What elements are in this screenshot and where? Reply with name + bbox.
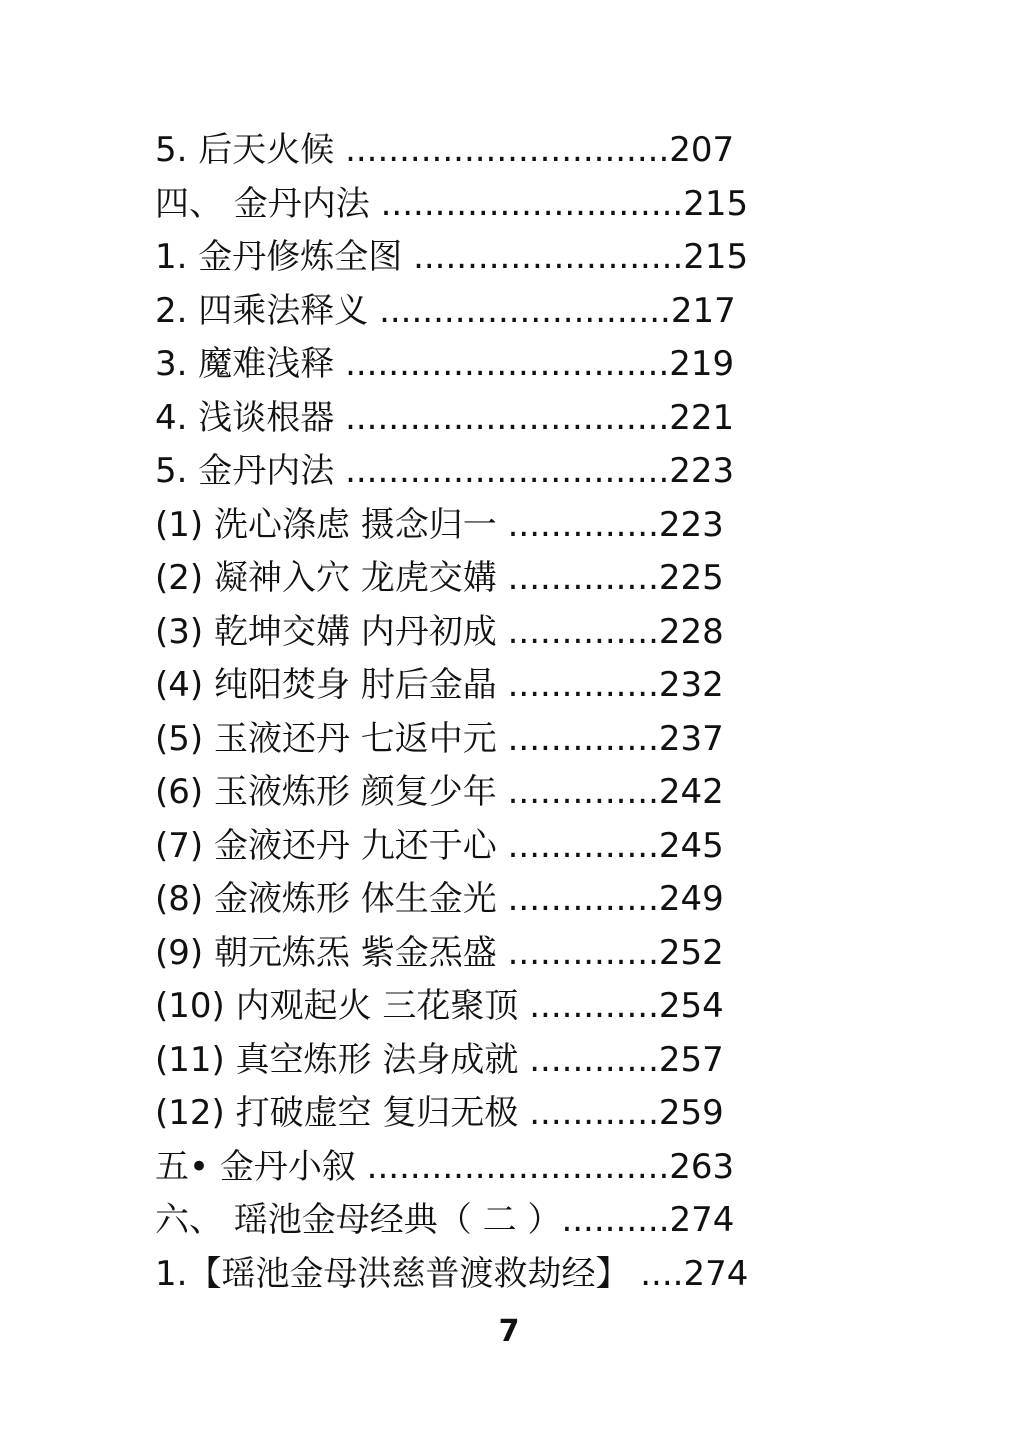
toc-entry-title: 五• 金丹小叙 [155, 1146, 367, 1187]
toc-entry-page: 242 [658, 772, 724, 812]
toc-entry-leader: .............. [507, 825, 659, 866]
toc-entry[interactable] [155, 1194, 815, 1248]
toc-entry-title: 5. 金丹内法 [155, 451, 346, 491]
toc-entry-title: (6) 玉液炼形 颜复少年 [155, 772, 508, 812]
toc-entry-leader: .............. [507, 879, 659, 919]
toc-entry-page: 228 [658, 611, 724, 652]
toc-entry-title: (11) 真空炼形 法身成就 [155, 1039, 530, 1080]
toc-entry[interactable] [155, 338, 815, 392]
toc-entry-leader: ............ [529, 1093, 659, 1133]
toc-entry-leader: .............. [507, 558, 659, 598]
toc-entry-page: 217 [670, 290, 736, 331]
toc-entry[interactable] [155, 178, 815, 232]
toc-entry-page: 274 [683, 1253, 749, 1294]
toc-entry-title: (7) 金液还丹 九还于心 [155, 825, 508, 866]
toc-entry-title: 2. 四乘法释义 [155, 290, 380, 331]
toc-entry-title: (3) 乾坤交媾 内丹初成 [155, 611, 508, 652]
toc-entry[interactable] [155, 980, 815, 1034]
toc-entry-title: 4. 浅谈根器 [155, 397, 346, 438]
toc-entry-page: 215 [683, 237, 749, 277]
toc-entry[interactable] [155, 1087, 815, 1141]
toc-entry-leader: .......... [561, 1200, 670, 1240]
page-number: 7 [498, 1314, 520, 1349]
toc-entry-leader: ............................ [366, 1146, 670, 1187]
table-of-contents [155, 124, 815, 1301]
toc-entry-page: 232 [658, 665, 724, 705]
toc-entry[interactable] [155, 552, 815, 606]
toc-entry[interactable] [155, 231, 815, 285]
toc-entry-title: (9) 朝元炼炁 紫金炁盛 [155, 932, 508, 973]
toc-entry-page: 215 [683, 183, 749, 224]
toc-entry[interactable] [155, 1141, 815, 1195]
toc-entry-page: 237 [658, 718, 724, 759]
toc-entry-page: 254 [658, 986, 724, 1026]
toc-entry-leader: .............................. [345, 130, 670, 170]
toc-entry-title: 3. 魔难浅释 [155, 344, 346, 384]
toc-entry-page: 219 [669, 344, 735, 384]
toc-entry-title: 1. 金丹修炼全图 [155, 237, 414, 277]
toc-entry-page: 259 [658, 1093, 724, 1133]
toc-entry-leader: .............. [507, 932, 659, 973]
toc-entry[interactable] [155, 392, 815, 446]
toc-entry-title: 四、 金丹内法 [155, 183, 381, 224]
toc-entry-title: (5) 玉液还丹 七返中元 [155, 718, 508, 759]
toc-entry[interactable] [155, 820, 815, 874]
toc-entry-title: 六、 瑶池金母经典（ 二 ） [155, 1200, 562, 1240]
toc-entry-title: (12) 打破虚空 复归无极 [155, 1093, 530, 1133]
toc-entry-page: 223 [669, 451, 735, 491]
toc-entry-page: 221 [669, 397, 735, 438]
toc-entry-leader: ......................... [413, 237, 684, 277]
toc-entry-leader: ............ [529, 986, 659, 1026]
toc-entry-title: (10) 内观起火 三花聚顶 [155, 986, 530, 1026]
toc-entry-leader: .............................. [345, 451, 670, 491]
toc-entry[interactable] [155, 766, 815, 820]
toc-entry-leader: ............ [529, 1039, 659, 1080]
toc-entry[interactable] [155, 1034, 815, 1088]
toc-entry[interactable] [155, 499, 815, 553]
toc-entry-page: 263 [669, 1146, 735, 1187]
toc-entry-title: 1.【瑶池金母洪慈普渡救劫经】 [155, 1253, 641, 1294]
toc-entry-leader: .............................. [345, 344, 670, 384]
toc-entry[interactable] [155, 659, 815, 713]
toc-entry[interactable] [155, 124, 815, 178]
toc-entry-leader: .............. [507, 665, 659, 705]
toc-entry-title: (4) 纯阳焚身 肘后金晶 [155, 665, 508, 705]
toc-entry[interactable] [155, 445, 815, 499]
toc-entry-title: (2) 凝神入穴 龙虎交媾 [155, 558, 508, 598]
toc-entry-title: 5. 后天火候 [155, 130, 346, 170]
toc-entry-leader: .............. [507, 504, 659, 545]
toc-entry-leader: .............. [507, 611, 659, 652]
toc-entry[interactable] [155, 1248, 815, 1302]
toc-entry[interactable] [155, 713, 815, 767]
toc-entry-leader: .... [640, 1253, 684, 1294]
toc-entry[interactable] [155, 606, 815, 660]
toc-entry[interactable] [155, 873, 815, 927]
toc-entry-page: 245 [658, 825, 724, 866]
toc-entry-leader: ............................ [380, 183, 684, 224]
toc-entry-page: 225 [658, 558, 724, 598]
toc-entry-page: 274 [669, 1200, 735, 1240]
toc-entry-page: 207 [669, 130, 735, 170]
toc-entry-leader: .............. [507, 772, 659, 812]
toc-entry-title: (8) 金液炼形 体生金光 [155, 879, 508, 919]
toc-entry-leader: .............................. [345, 397, 670, 438]
toc-entry-page: 223 [658, 504, 724, 545]
toc-entry-page: 252 [658, 932, 724, 973]
toc-entry-page: 257 [658, 1039, 724, 1080]
toc-entry[interactable] [155, 285, 815, 339]
toc-entry-title: (1) 洗心涤虑 摄念归一 [155, 504, 508, 545]
toc-entry-leader: .............. [507, 718, 659, 759]
toc-entry-leader: ........................... [379, 290, 671, 331]
toc-entry[interactable] [155, 927, 815, 981]
toc-entry-page: 249 [658, 879, 724, 919]
